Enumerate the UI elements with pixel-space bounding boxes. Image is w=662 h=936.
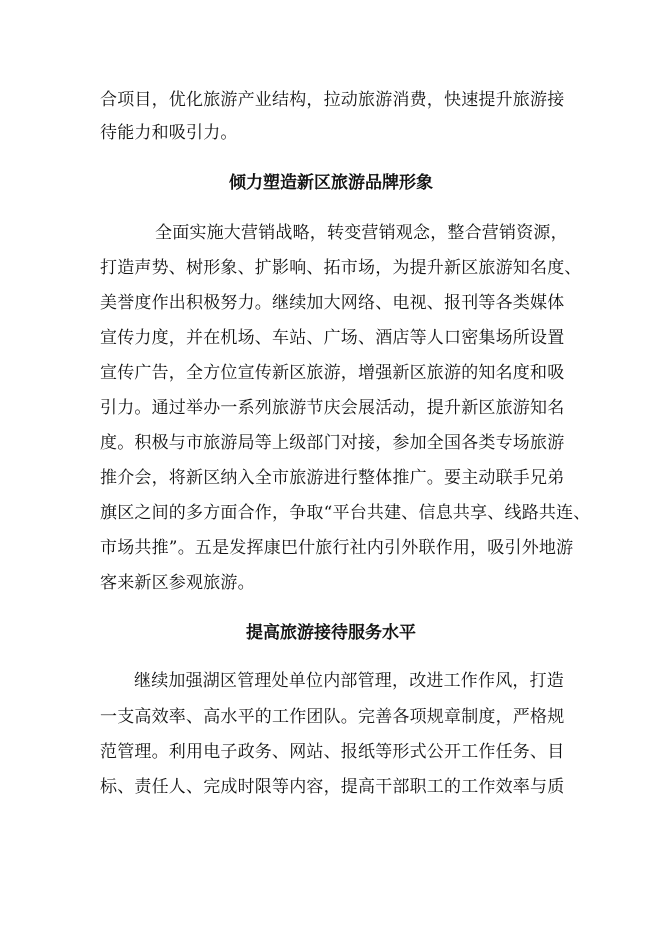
intro-line-2: 待能力和吸引力。 — [100, 123, 238, 143]
brand-line-6: 引力。通过举办一系列旅游节庆会展活动，提升新区旅游知名 — [100, 398, 565, 418]
brand-line-3: 美誉度作出积极努力。继续加大网络、电视、报刊等各类媒体 — [100, 293, 565, 313]
intro-line-1: 合项目，优化旅游产业结构，拉动旅游消费，快速提升旅游接 — [100, 90, 565, 110]
service-line-4: 标、责任人、完成时限等内容，提高干部职工的工作效率与质 — [100, 777, 565, 797]
service-line-2: 一支高效率、高水平的工作团队。完善各项规章制度，严格规 — [100, 707, 565, 727]
service-line-3: 范管理。利用电子政务、网站、报纸等形式公开工作任务、目 — [100, 742, 565, 762]
service-line-1: 继续加强湖区管理处单位内部管理，改进工作作风，打造 — [134, 671, 564, 691]
brand-line-4: 宣传力度，并在机场、车站、广场、酒店等人口密集场所设置 — [100, 328, 565, 348]
brand-line-1: 全面实施大营销战略，转变营销观念，整合营销资源， — [155, 223, 568, 243]
brand-line-2: 打造声势、树形象、扩影响、拓市场，为提升新区旅游知名度、 — [100, 258, 582, 278]
section-heading-service: 提高旅游接待服务水平 — [246, 623, 416, 643]
brand-line-10: 市场共推”。五是发挥康巴什旅行社内引外联作用，吸引外地游 — [100, 538, 574, 558]
section-heading-brand: 倾力塑造新区旅游品牌形象 — [229, 173, 433, 193]
brand-line-9: 旗区之间的多方面合作，争取“平台共建、信息共享、线路共连、 — [100, 503, 591, 523]
brand-line-5: 宣传广告，全方位宣传新区旅游，增强新区旅游的知名度和吸 — [100, 363, 565, 383]
brand-line-7: 度。积极与市旅游局等上级部门对接，参加全国各类专场旅游 — [100, 433, 565, 453]
brand-line-8: 推介会，将新区纳入全市旅游进行整体推广。要主动联手兄弟 — [100, 468, 565, 488]
brand-line-11: 客来新区参观旅游。 — [100, 573, 255, 593]
